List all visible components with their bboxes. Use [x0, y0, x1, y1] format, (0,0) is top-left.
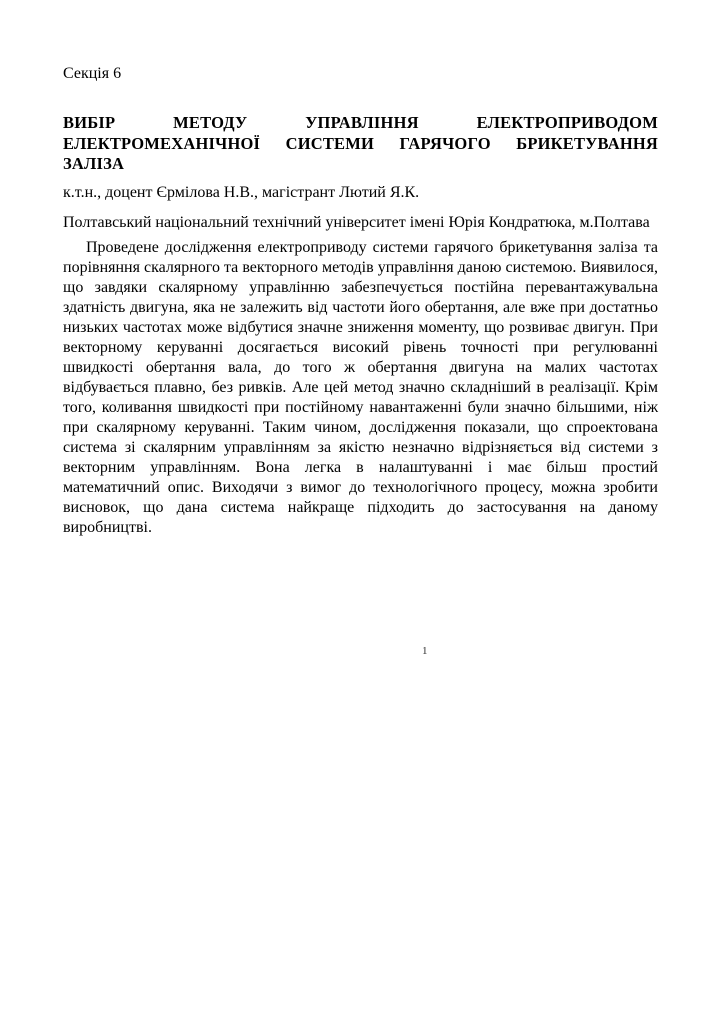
affiliation-line: Полтавський національний технічний університет імені Юрія Кондратюка, м.Полтава — [63, 213, 650, 231]
authors-line: к.т.н., доцент Єрмілова Н.В., магістрант Лютий Я.К. — [63, 183, 420, 201]
page-number: 1 — [422, 645, 428, 657]
document-title: ВИБІР МЕТОДУ УПРАВЛІННЯ ЕЛЕКТРОПРИВОДОМ ЕЛЕКТРОМЕХАНІЧНОЇ СИСТЕМИ ГАРЯЧОГО БРИКЕТУВАННЯ ЗАЛІЗА — [63, 113, 658, 173]
abstract-paragraph: Проведене дослідження електроприводу системи гарячого брикетування заліза та порівняння скалярного та векторного методів управління даною системою. Виявилося, що завдяки скалярному управлінню забезпечується постійна перевантажувальна здатність двигуна, яка не залежить від частоти його обертання, але вже при достатньо низьких частотах може відбутися значне зниження моменту, що розвиває двигун. При векторному керуванні досягається високий рівень точності при регулюванні швидкості обертання вала, до того ж обертання двигуна на малих частотах відбувається плавно, без ривків. Але цей метод значно складніший в реалізації. Крім того, коливання швидкості при постійному навантаженні були значно більшими, ніж при скалярному керуванні. Таким чином, дослідження показали, що спроектована система зі скалярним управлінням за якістю незначно відрізняється від системи з векторним управлінням. Вона легка в налаштуванні і має більш простий математичний опис. Виходячи з вимог до технологічного процесу, можна зробити висновок, що дана система найкраще підходить до застосування на даному виробництві. — [63, 238, 658, 536]
section-label: Секція 6 — [63, 65, 122, 82]
